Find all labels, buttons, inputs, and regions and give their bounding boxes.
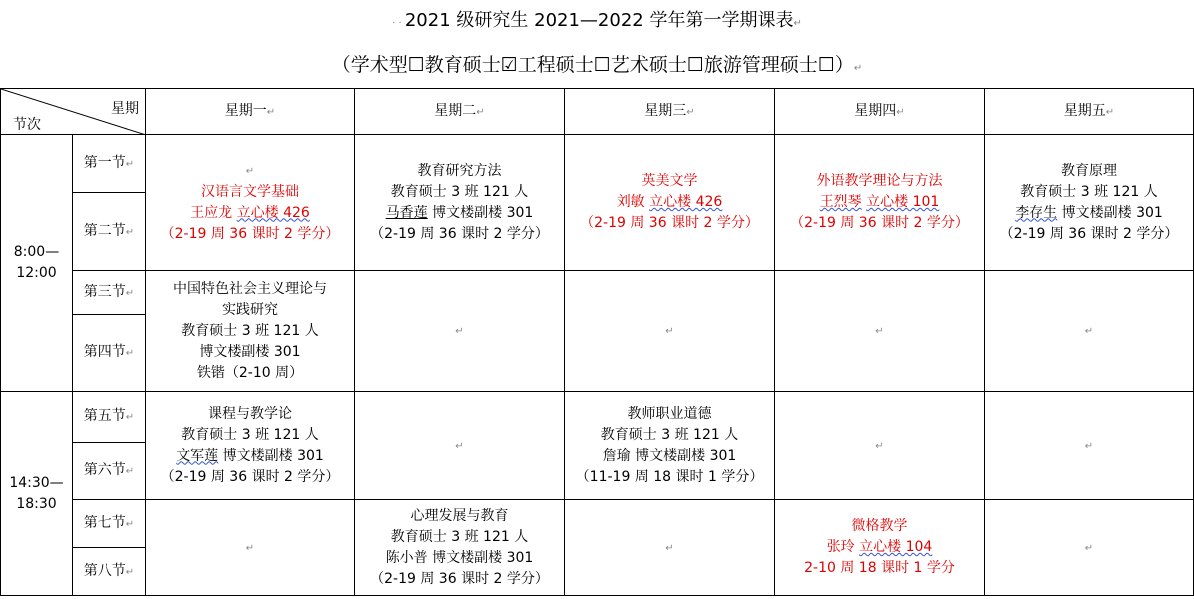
corner-header-cell	[1, 89, 146, 135]
empty-cell: ↵	[775, 392, 985, 500]
course-cell-thu-pm2: 微格教学 张玲 立心楼 104 2-10 周 18 课时 1 学分	[775, 500, 985, 596]
course-cell-mon-am1: ↵ 汉语言文学基础 王应龙 立心楼 426 （2-19 周 36 课时 2 学分）	[146, 135, 355, 271]
day-header-thu: 星期四↵	[775, 89, 985, 135]
empty-cell: ↵	[985, 500, 1194, 596]
schedule-subtitle: （学术型☐教育硕士☑工程硕士☐艺术硕士☐旅游管理硕士☐）↵	[331, 54, 863, 76]
day-header-wed: 星期三↵	[565, 89, 775, 135]
period-corner-label: 节次	[13, 117, 41, 133]
day-header-mon: 星期一↵	[146, 89, 355, 135]
course-cell-wed-pm1: 教师职业道德 教育硕士 3 班 121 人 詹瑜 博文楼副楼 301 （11-19 周 18 课时 1 学分）	[565, 392, 775, 500]
course-cell-wed-am1: 英美文学 刘敏 立心楼 426 （2-19 周 36 课时 2 学分）	[565, 135, 775, 271]
period-label: 第三节↵	[73, 271, 146, 315]
period-label: 第四节↵	[73, 315, 146, 392]
schedule-title: · · 2021 级研究生 2021—2022 学年第一学期课表↵	[392, 10, 802, 31]
paragraph-mark: · ·	[392, 18, 405, 29]
course-cell-mon-am2: 中国特色社会主义理论与 实践研究 教育硕士 3 班 121 人 博文楼副楼 301 铁锴（2-10 周）	[146, 271, 355, 392]
weekday-corner-label: 星期	[111, 101, 139, 117]
empty-cell: ↵	[565, 500, 775, 596]
course-cell-fri-am1: 教育原理 教育硕士 3 班 121 人 李存生 博文楼副楼 301 （2-19 周 36 课时 2 学分）	[985, 135, 1194, 271]
session-time-afternoon: 14:30— 18:30	[1, 392, 73, 596]
empty-cell: ↵	[985, 392, 1194, 500]
period-label: 第六节↵	[73, 443, 146, 500]
course-cell-mon-pm1: 课程与教学论 教育硕士 3 班 121 人 文军莲 博文楼副楼 301 （2-19 周 36 课时 2 学分）	[146, 392, 355, 500]
course-cell-tue-am1: 教育研究方法 教育硕士 3 班 121 人 马香莲 博文楼副楼 301 （2-19 周 36 课时 2 学分）	[355, 135, 565, 271]
empty-cell: ↵	[565, 271, 775, 392]
day-header-fri: 星期五↵	[985, 89, 1194, 135]
empty-cell: ↵	[775, 271, 985, 392]
period-label: 第七节↵	[73, 500, 146, 548]
course-cell-thu-am1: 外语教学理论与方法 王烈琴 立心楼 101 （2-19 周 36 课时 2 学分）	[775, 135, 985, 271]
period-label: 第二节↵	[73, 193, 146, 271]
header-row	[1, 89, 1194, 135]
period-label: 第五节↵	[73, 392, 146, 443]
empty-cell: ↵	[355, 271, 565, 392]
period-label: 第一节↵	[73, 135, 146, 193]
empty-cell: ↵	[355, 392, 565, 500]
empty-cell: ↵	[985, 271, 1194, 392]
schedule-table	[0, 88, 1194, 596]
course-cell-tue-pm2: 心理发展与教育 教育硕士 3 班 121 人 陈小普 博文楼副楼 301 （2-19 周 36 课时 2 学分）	[355, 500, 565, 596]
empty-cell: ↵	[146, 500, 355, 596]
session-time-morning: 8:00— 12:00	[1, 135, 73, 392]
day-header-tue: 星期二↵	[355, 89, 565, 135]
period-label: 第八节↵	[73, 548, 146, 596]
